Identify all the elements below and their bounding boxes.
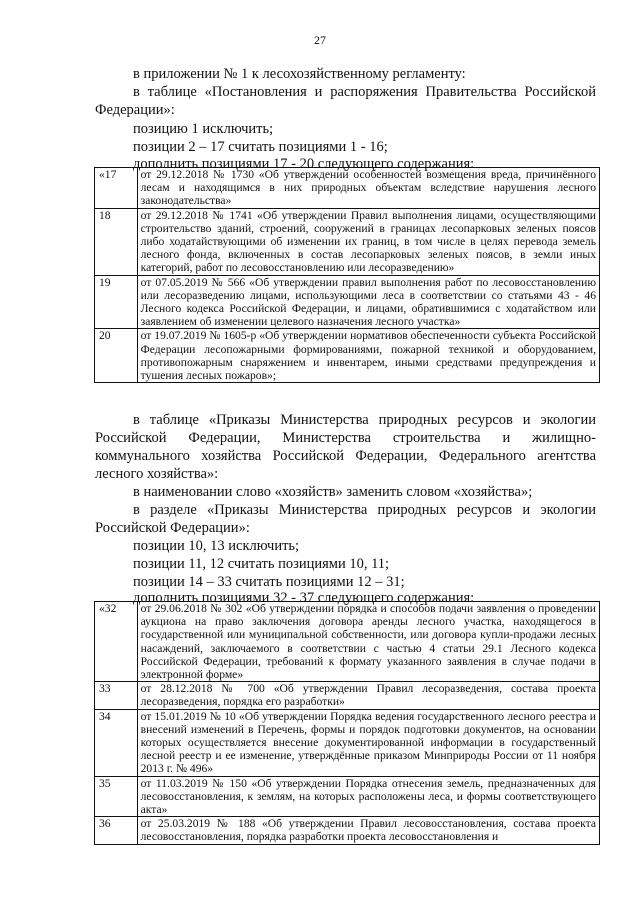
word: Российской xyxy=(95,430,167,446)
text-line: позиции 14 – 33 считать позициями 12 – 31; xyxy=(133,574,405,590)
word: жилищно- xyxy=(532,430,596,446)
text-line: в таблице «Постановления и распоряжения Правительства Российской xyxy=(133,84,596,100)
position-text: от 29.06.2018 № 302 «Об утверждении порядка и способов подачи заявления о проведении аукциона на право заключения договора аренды лесного участка, находящегося в государственной или муниципальной собственности, или договора купли-продажи лесных насаждений, заключаемого в соответствии с частью 4 статьи 29.1 Лесного кодекса Российской Федерации, требований к формату указанного заявления в случае подачи в электронной форме» xyxy=(137,602,599,682)
text-line: дополнить позициями 17 - 20 следующего содержания: xyxy=(133,156,475,172)
word: строительства xyxy=(392,430,481,446)
text-line: позиции 2 – 17 считать позициями 1 - 16; xyxy=(133,139,388,155)
text-line: позиции 10, 13 исключить; xyxy=(133,538,300,554)
position-text: от 29.12.2018 № 1730 «Об утверждении особенностей возмещения вреда, причинённого лесам и находящимся в них природных объектам вследствие нарушения лесного законодательства» xyxy=(137,168,599,209)
table-row xyxy=(95,776,600,817)
position-text: от 19.07.2019 № 1605-р «Об утверждении нормативов обеспеченности субъекта Российской Федерации лесопожарными формированиями, пожарной техникой и оборудованием, противопожарным снаряжением и инвентарем, иными средствами предупреждения и тушения лесных пожаров»; xyxy=(137,329,599,383)
text-line: коммунального хозяйства Российской Федерации, Федерального агентства xyxy=(95,448,596,464)
text-line-justified xyxy=(95,430,596,447)
text-line: в приложении № 1 к лесохозяйственному регламенту: xyxy=(133,66,466,82)
position-number: 19 xyxy=(95,275,138,329)
position-text: от 07.05.2019 № 566 «Об утверждении правил выполнения работ по лесовосстановлению или лесоразведению лицами, использующими леса в соответствии со статьями 43 - 46 Лесного кодекса Российской Федерации, и лицами, обратившимися с ходатайством или заявлением об изменении целевого назначения лесного участка» xyxy=(137,275,599,329)
word: Федерации, xyxy=(188,430,261,446)
position-number: 34 xyxy=(95,709,138,776)
position-text: от 15.01.2019 № 10 «Об утверждении Порядка ведения государственного лесного реестра и внесений изменений в Перечень, формы и порядок подготовки документов, на основании которых осуществляется внесение документированной информации в государственный лесной реестр и ее изменение, утверждённые приказом Минприроды России от 11 ноября 2013 г. № 496» xyxy=(137,709,599,776)
position-text: от 28.12.2018 № 700 «Об утверждении Правил лесоразведения, состава проекта лесоразведения, порядка его разработки» xyxy=(137,682,599,709)
position-number: 20 xyxy=(95,329,138,383)
table-row xyxy=(95,208,600,275)
page-number: 27 xyxy=(314,33,326,47)
text-line: в разделе «Приказы Министерства природных ресурсов и экологии xyxy=(133,502,596,518)
table-row xyxy=(95,682,600,709)
word: и xyxy=(502,430,511,446)
table-row xyxy=(95,168,600,209)
position-number: «32 xyxy=(95,602,138,682)
ministry-orders-table xyxy=(94,601,600,845)
table-row xyxy=(95,817,600,844)
position-number: 33 xyxy=(95,682,138,709)
government-decrees-table xyxy=(94,167,600,383)
word: Министерства xyxy=(282,430,371,446)
position-number: 18 xyxy=(95,208,138,275)
text-line: в таблице «Приказы Министерства природных ресурсов и экологии xyxy=(133,412,596,428)
position-number: «17 xyxy=(95,168,138,209)
text-line: лесного хозяйства»: xyxy=(95,466,219,482)
table-row xyxy=(95,602,600,682)
text-line: в наименовании слово «хозяйств» заменить словом «хозяйства»; xyxy=(133,484,533,500)
position-text: от 25.03.2019 № 188 «Об утверждении Правил лесовосстановления, состава проекта лесовосстановления, порядка разработки проекта лесовосстановления и xyxy=(137,817,599,844)
position-text: от 11.03.2019 № 150 «Об утверждении Порядка отнесения земель, предназначенных для лесовосстановления, к землям, на которых расположены леса, и формы соответствующего акта» xyxy=(137,776,599,817)
table-row xyxy=(95,275,600,329)
table-row xyxy=(95,329,600,383)
table-row xyxy=(95,709,600,776)
position-number: 35 xyxy=(95,776,138,817)
position-number: 36 xyxy=(95,817,138,844)
text-line: дополнить позициями 32 - 37 следующего содержания: xyxy=(133,590,475,606)
text-line: позиции 11, 12 считать позициями 10, 11; xyxy=(133,556,390,572)
text-line: Российской Федерации»: xyxy=(95,520,250,536)
text-line: Федерации»: xyxy=(95,102,175,118)
text-line: позицию 1 исключить; xyxy=(133,121,274,137)
position-text: от 29.12.2018 № 1741 «Об утверждении Правил выполнения лицами, осуществляющими строительство зданий, строений, сооружений в границах лесопарковых зеленых поясов либо ходатайствующими об изменении их границ, в том числе в целях перевода земель лесного фонда, включенных в состав лесопарковых зеленых поясов, в земли иных категорий, работ по лесовосстановлению или лесоразведению» xyxy=(137,208,599,275)
